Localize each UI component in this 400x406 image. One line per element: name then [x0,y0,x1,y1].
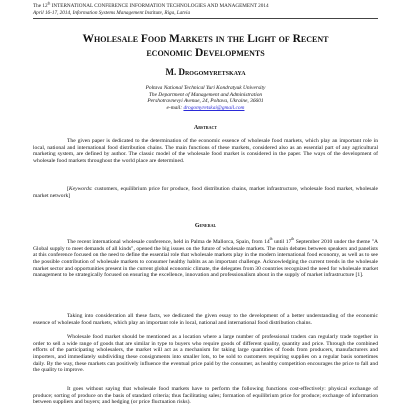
paragraph-text: The recent international wholesale conference, held in Palma de Mallorca, Spain, from 14 [67,239,270,245]
paper-title-line2: economic Developments [146,46,265,59]
paper-title [33,33,378,60]
abstract-text: The given paper is dedicated to the determination of the economic essence of wholesale food markets, which play an important role in local, national and international food distribution chains. The main functions of these markets, considered also as an essential part of any agricultural marketing system, are defined by author. The classic model of the wholesale food market is considered in the paper. The ways of the development of wholesale food markets throughout the world place are determined. [33,138,378,164]
superscript: th [291,237,295,242]
keywords-label: Keywords [68,186,92,192]
general-paragraph-3: Wholesale food market should be mentioned as a location where a large number of professional traders can regularly trade together in order to sell a wide range of goods that are similar in type to buyers who require goods of different quality, quantity and price. Through the combined efforts of the participating wholesalers, the market will act as a mechanism for taking large quantities of foods from producers, manufacturers and importers, and immediately subdividing these consignments into smaller lots, to be sold to customers requiring supplies on a regular basis sometimes daily. By the way, these markets can positively influence the eventual price paid by the consumer, as healthy competition encourages the price to fall and the quality to improve. [33,334,378,374]
general-paragraph-4: It goes without saying that wholesale food markets have to perform the following functions cost-effectively: physical exchange of produce; sorting of produce on the basis of standard criteria; thus facilitating sales; formation of equilibrium price for produce; exchange of information between suppliers and buyers; and hedging (or price fluctuation risks). [33,386,378,406]
author-email-link[interactable]: drogomyretskai@gmail.com [183,105,245,112]
affiliation-line: The Department of Management and Administration [148,91,263,98]
header-rule [33,18,378,19]
general-heading: General [194,223,217,229]
header-text: INTERNATIONAL CONFERENCE INFORMATION TECHNOLOGIES AND MANAGEMENT 2014 [50,3,269,9]
header-superscript: th [47,1,51,6]
conference-header [33,3,378,16]
header-text: The 12 [33,3,48,9]
email-label: e-mail: [166,105,184,112]
affiliation-line: Pershotravnevyi Avenue, 24, Poltava, Ukraine, 36601 [147,98,264,105]
general-paragraph-1 [33,239,378,279]
general-paragraph-2: Taking into consideration all these facts, we dedicated the given essay to the development of a better understanding of the economic essence of wholesale food markets, which play an important role in local, national and international food distribution chains. [33,313,378,326]
paragraph-text: September 2010 under the theme "A Global supply to meet demands of all kinds", opened the big issues on the future of wholesale markets. The main debates between speakers and panelists at this conference focused on the need to define the essential role that wholesale markets play in the modern international food economy, as well as to see the possible contribution of wholesale markets to consumer healthy habits as an important challenge. Acknowledging the current trends in the wholesale market sector and opportunities present in the current global economic climate, the delegates from 30 countries recognized the need for wholesale market management to be strategically focused on ensuring the excellence, innovation and professionalism about in the supply of market infrastructure [1]. [33,239,378,279]
superscript: th [269,237,273,242]
paper-title-line1: Wholesale Food Markets in the Light of Recent [82,33,329,45]
affiliation-line: Poltava National Technical Yuri Kondratyuk University [145,85,266,91]
paragraph-text: until 17 [272,239,292,245]
keywords-text: : customers, equilibrium price for produce, food distribution chains, market infrastructure, wholesale food market, wholesale market network] [33,186,378,199]
author-affiliation [33,85,378,112]
paper-author: M. Drogomyretskaya [165,67,246,77]
affiliation-email-line [33,105,378,112]
abstract-heading: Abstract [193,125,218,131]
conference-header-line2: April 16-17, 2014, Information Systems Management Institute, Riga, Latvia [33,9,191,16]
conference-header-line1 [33,3,378,10]
keywords: [Keywords: customers, equilibrium price for produce, food distribution chains, market infrastructure, wholesale food market, wholesale market network] [33,186,378,199]
